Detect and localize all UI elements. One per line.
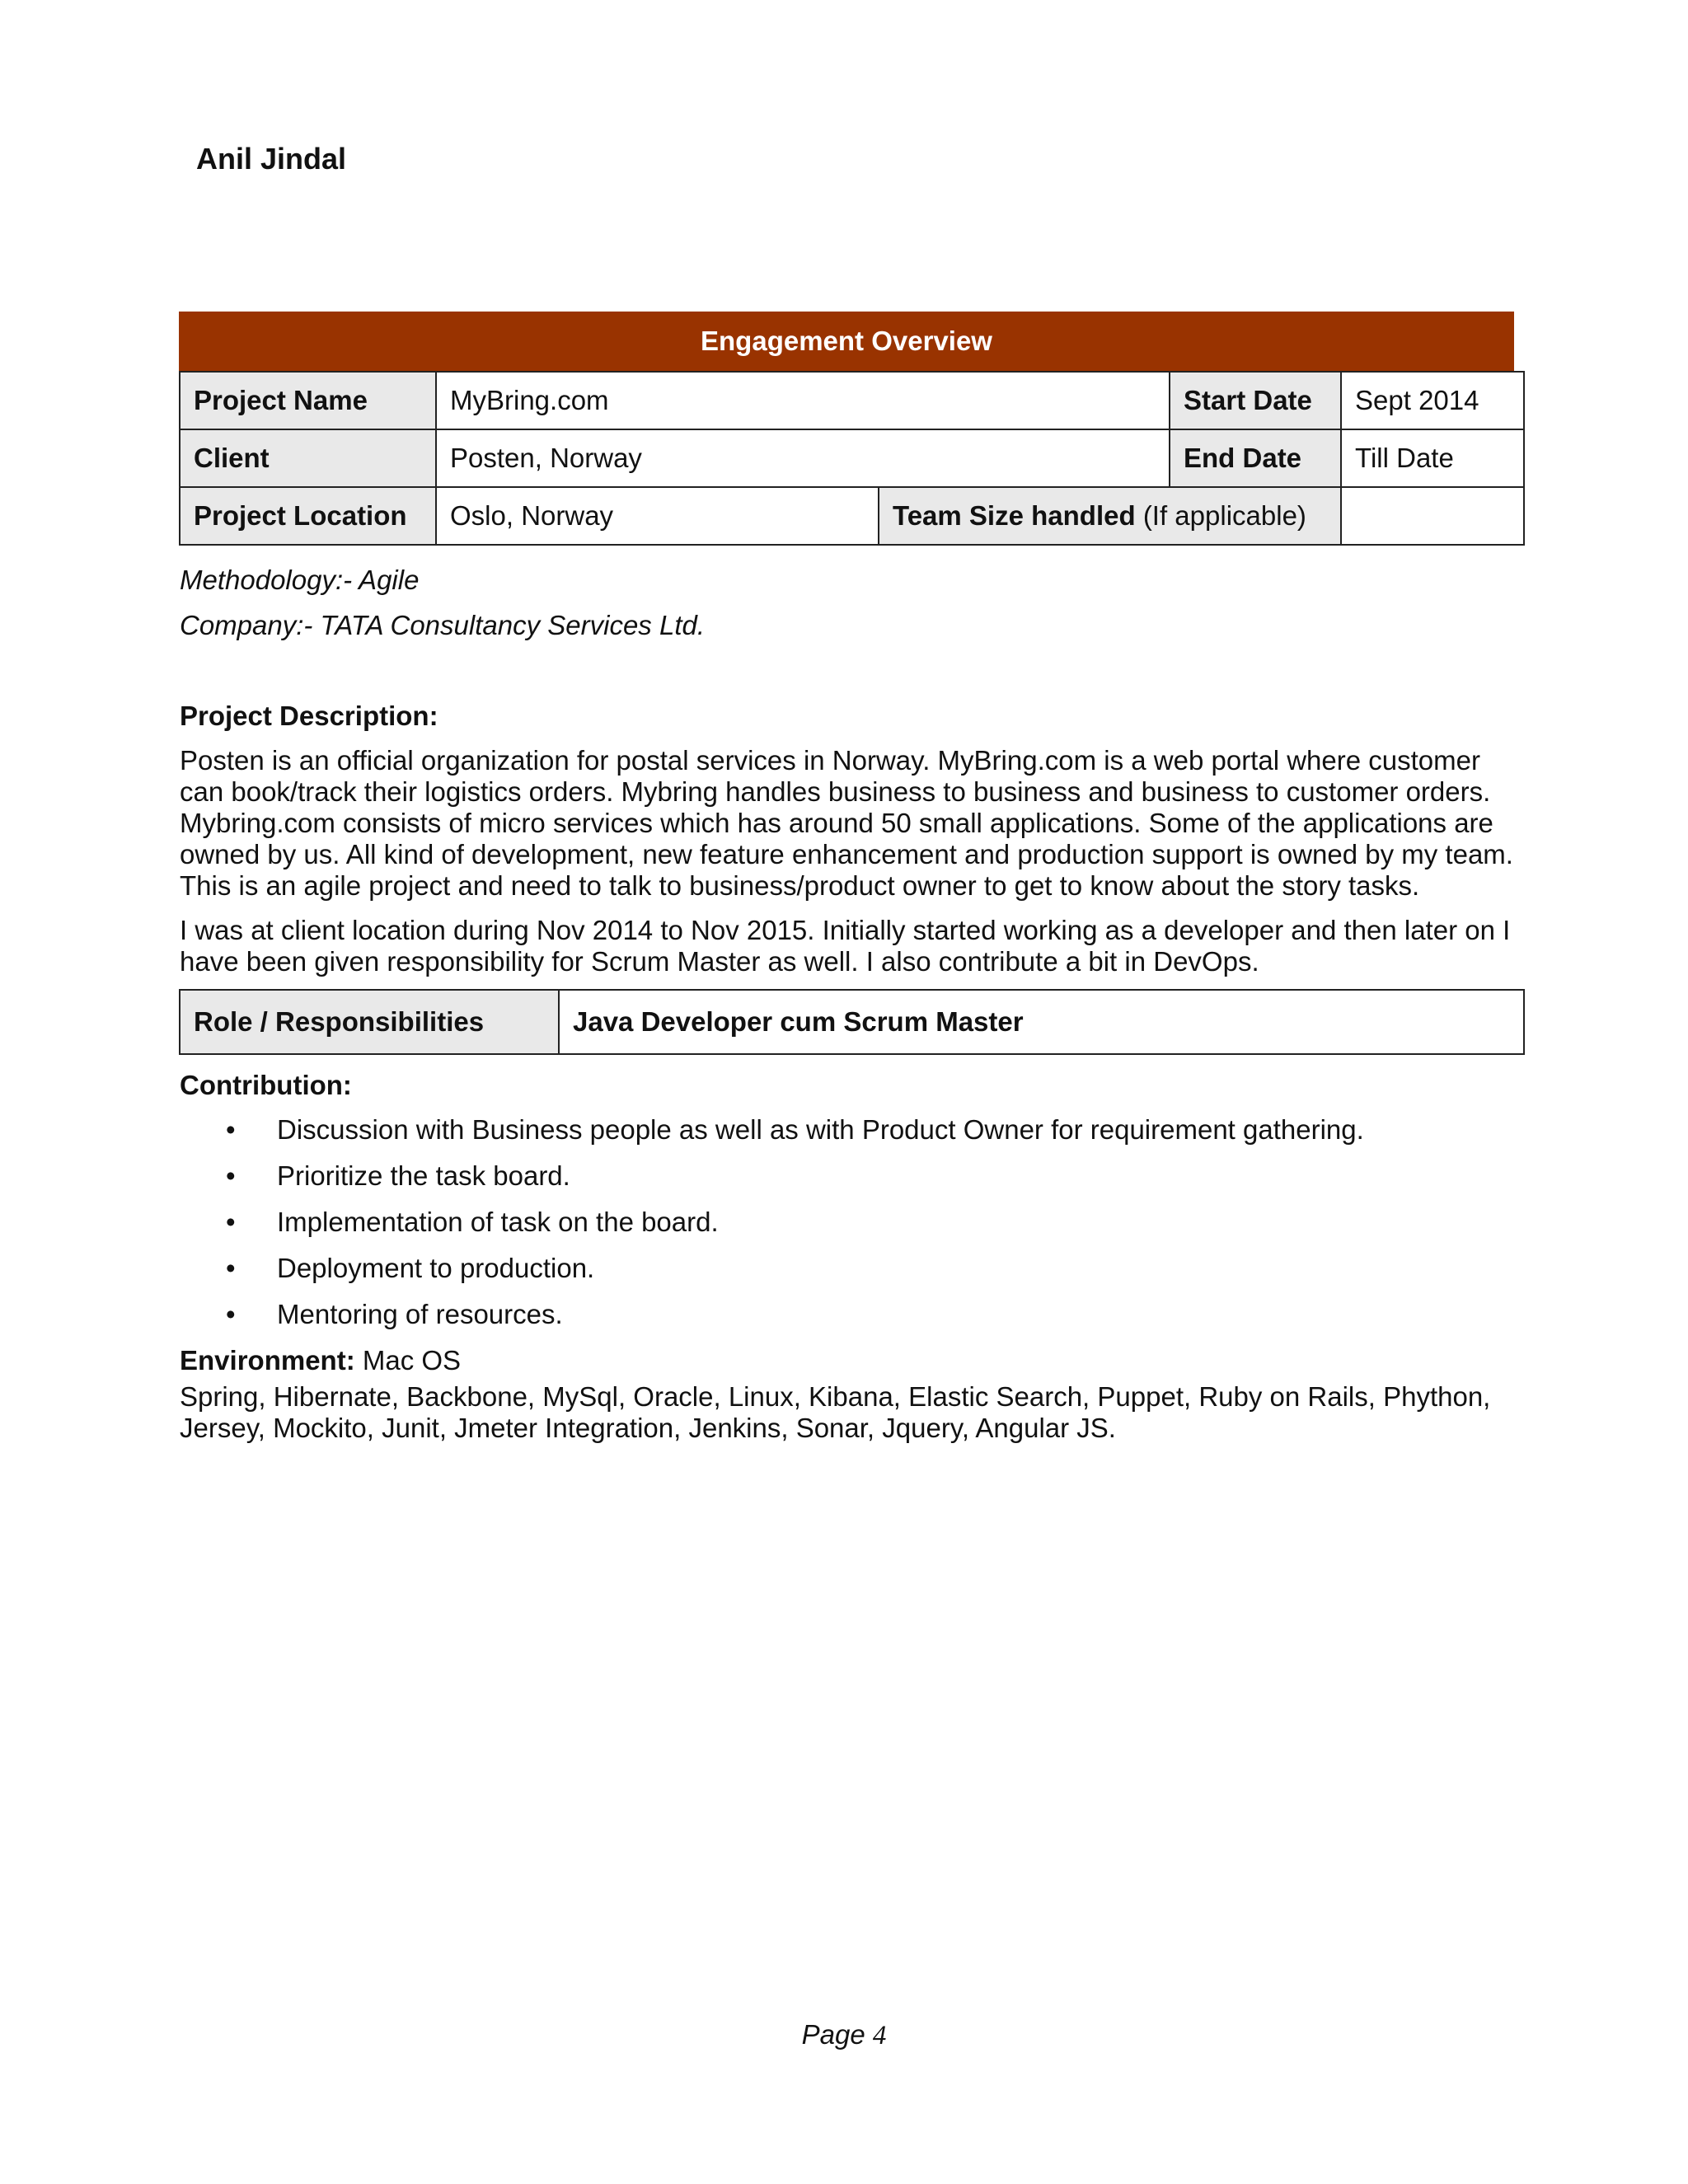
contribution-heading: Contribution: bbox=[180, 1070, 352, 1100]
environment-label: Environment: bbox=[180, 1345, 355, 1376]
end-date-label: End Date bbox=[1170, 429, 1341, 487]
environment-os: Mac OS bbox=[362, 1345, 462, 1376]
end-date-value: Till Date bbox=[1341, 429, 1524, 487]
page-number: 4 bbox=[872, 2021, 887, 2050]
engagement-overview-table bbox=[179, 371, 1525, 546]
role-label: Role / Responsibilities bbox=[180, 990, 559, 1054]
team-size-label-text: Team Size handled bbox=[893, 500, 1136, 531]
list-item-text: Discussion with Business people as well as with Product Owner for requirement gathering. bbox=[277, 1114, 1364, 1145]
bullet-icon: • bbox=[226, 1207, 236, 1237]
client-value: Posten, Norway bbox=[436, 429, 1170, 487]
bullet-icon: • bbox=[226, 1114, 236, 1145]
project-description-paragraph: Posten is an official organization for postal services in Norway. MyBring.com is a web portal where customer can book/track their logistics orders. Mybring handles business to business and business to customer orders. Mybring.com consists of micro services which has around 50 small applications. Some of the applications are owned by us. All kind of development, new feature enhancement and production support is owned by my team. This is an agile project and need to talk to business/product owner to get to know about the story tasks. bbox=[180, 745, 1513, 901]
start-date-value: Sept 2014 bbox=[1341, 372, 1524, 429]
client-label: Client bbox=[180, 429, 436, 487]
bullet-icon: • bbox=[226, 1253, 236, 1283]
environment-line bbox=[180, 1345, 461, 1376]
table-row bbox=[180, 990, 1524, 1054]
bullet-icon: • bbox=[226, 1299, 236, 1329]
project-name-label: Project Name bbox=[180, 372, 436, 429]
role-table bbox=[179, 989, 1525, 1055]
table-row bbox=[180, 487, 1524, 545]
bullet-icon: • bbox=[226, 1160, 236, 1191]
role-value: Java Developer cum Scrum Master bbox=[559, 990, 1524, 1054]
list-item bbox=[180, 1109, 1364, 1155]
table-row bbox=[180, 429, 1524, 487]
project-location-label: Project Location bbox=[180, 487, 436, 545]
list-item bbox=[180, 1294, 1364, 1340]
methodology-line: Methodology:- Agile bbox=[180, 565, 420, 595]
start-date-label: Start Date bbox=[1170, 372, 1341, 429]
company-line: Company:- TATA Consultancy Services Ltd. bbox=[180, 610, 706, 640]
contribution-list bbox=[180, 1109, 1364, 1340]
table-row bbox=[180, 372, 1524, 429]
list-item bbox=[180, 1202, 1364, 1248]
client-location-paragraph: I was at client location during Nov 2014 to Nov 2015. Initially started working as a developer and then later on I have been given responsibility for Scrum Master as well. I also contribute a bit in DevOps. bbox=[180, 915, 1511, 977]
engagement-overview-banner: Engagement Overview bbox=[179, 312, 1514, 371]
list-item-text: Mentoring of resources. bbox=[277, 1299, 563, 1329]
page-footer bbox=[0, 2019, 1688, 2051]
project-name-value: MyBring.com bbox=[436, 372, 1170, 429]
team-size-label bbox=[879, 487, 1341, 545]
list-item bbox=[180, 1248, 1364, 1294]
environment-tools: Spring, Hibernate, Backbone, MySql, Oracle, Linux, Kibana, Elastic Search, Puppet, Ruby on Rails, Phython, Jersey, Mockito, Junit, Jmeter Integration, Jenkins, Sonar, Jquery, Angular JS. bbox=[180, 1381, 1491, 1443]
project-location-value: Oslo, Norway bbox=[436, 487, 879, 545]
list-item-text: Prioritize the task board. bbox=[277, 1160, 570, 1191]
author-name: Anil Jindal bbox=[196, 142, 347, 176]
team-size-value bbox=[1341, 487, 1524, 545]
project-description-heading: Project Description: bbox=[180, 701, 438, 731]
page-label: Page bbox=[801, 2019, 865, 2050]
list-item bbox=[180, 1155, 1364, 1202]
team-size-note: (If applicable) bbox=[1142, 500, 1306, 531]
list-item-text: Deployment to production. bbox=[277, 1253, 595, 1283]
list-item-text: Implementation of task on the board. bbox=[277, 1207, 719, 1237]
